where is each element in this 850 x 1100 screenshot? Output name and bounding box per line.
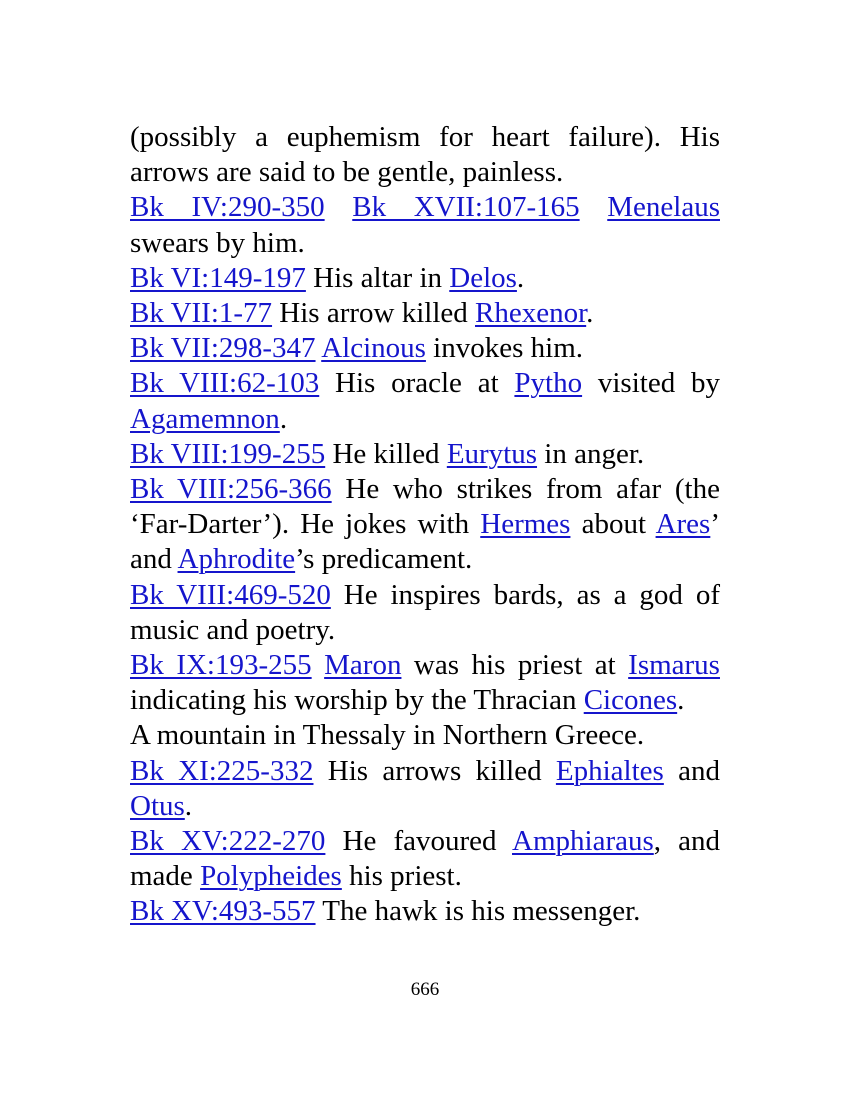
cross-reference-link[interactable]: Delos xyxy=(449,261,517,294)
entry-paragraph xyxy=(130,366,720,436)
entry-paragraph xyxy=(130,190,720,260)
cross-reference-link[interactable]: Bk IV:290-350 xyxy=(130,191,325,224)
cross-reference-link[interactable]: Amphiaraus xyxy=(512,825,654,858)
entry-text xyxy=(325,191,353,223)
entry-text: . xyxy=(279,402,288,435)
entry-text: He killed xyxy=(325,437,447,470)
entry-text: , and made xyxy=(130,825,720,893)
cross-reference-link[interactable]: Ephialtes xyxy=(555,754,664,787)
cross-reference-link[interactable]: Menelaus xyxy=(607,191,720,224)
entry-paragraph xyxy=(130,437,720,472)
entry-text: about xyxy=(570,508,656,541)
cross-reference-link[interactable]: Rhexenor xyxy=(475,297,587,330)
entry-text: was his priest at xyxy=(401,649,629,682)
cross-reference-link[interactable]: Alcinous xyxy=(321,332,426,365)
entry-paragraph xyxy=(130,754,720,824)
entry-text: and xyxy=(663,754,720,787)
cross-reference-link[interactable]: Bk VII:1-77 xyxy=(130,297,273,330)
cross-reference-link[interactable]: Bk VIII:469-520 xyxy=(130,578,331,611)
document-body xyxy=(130,120,720,930)
entry-text: His oracle at xyxy=(319,367,515,400)
cross-reference-link[interactable]: Bk VIII:199-255 xyxy=(130,437,326,470)
entry-text: He inspires bards, as a god of music and poetry. xyxy=(130,578,720,646)
cross-reference-link[interactable]: Ares xyxy=(655,508,711,541)
entry-text: His arrows killed xyxy=(313,754,556,787)
entry-paragraph xyxy=(130,472,720,578)
entry-paragraph xyxy=(130,261,720,296)
entry-paragraph xyxy=(130,578,720,648)
entry-text: . xyxy=(677,684,685,717)
entry-text: His arrow killed xyxy=(272,297,476,330)
cross-reference-link[interactable]: Ismarus xyxy=(628,649,720,682)
cross-reference-link[interactable]: Otus xyxy=(130,789,185,822)
entry-text: in anger. xyxy=(537,437,645,470)
cross-reference-link[interactable]: Bk XI:225-332 xyxy=(130,754,314,787)
entry-paragraph xyxy=(130,296,720,331)
entry-text xyxy=(580,191,608,223)
entry-text: visited by xyxy=(582,367,720,400)
cross-reference-link[interactable]: Bk VIII:62-103 xyxy=(130,367,320,400)
entry-text: invokes him. xyxy=(425,332,584,365)
entry-text: His altar in xyxy=(305,261,450,294)
entry-text: his priest. xyxy=(341,860,462,893)
entry-text: swears by him. xyxy=(130,226,305,259)
entry-text: . xyxy=(184,789,193,822)
entry-paragraph xyxy=(130,718,720,753)
cross-reference-link[interactable]: Bk XV:493-557 xyxy=(130,895,316,928)
cross-reference-link[interactable]: Bk IX:193-255 xyxy=(130,649,312,682)
entry-paragraph xyxy=(130,824,720,894)
cross-reference-link[interactable]: Agamemnon xyxy=(130,402,280,435)
entry-paragraph xyxy=(130,894,720,929)
entry-text: . xyxy=(516,261,525,294)
entry-text: He favoured xyxy=(325,825,513,858)
entry-text: ’s predicament. xyxy=(295,543,473,576)
entry-text: ’ and xyxy=(130,508,720,576)
entry-text: A mountain in Thessaly in Northern Greece. xyxy=(130,719,645,752)
entry-text: . xyxy=(586,297,594,330)
entry-paragraph xyxy=(130,120,720,190)
cross-reference-link[interactable]: Polypheides xyxy=(200,860,342,893)
cross-reference-link[interactable]: Bk VII:298-347 xyxy=(130,332,316,365)
cross-reference-link[interactable]: Bk XVII:107-165 xyxy=(352,191,580,224)
entry-text: (possibly a euphemism for heart failure). His arrows are said to be gentle, painless. xyxy=(130,121,720,189)
cross-reference-link[interactable]: Aphrodite xyxy=(177,543,296,576)
entry-text: He who strikes from afar (the ‘Far-Darter’). He jokes with xyxy=(130,473,720,541)
cross-reference-link[interactable]: Maron xyxy=(324,649,402,682)
entry-text: The hawk is his messenger. xyxy=(315,895,641,928)
cross-reference-link[interactable]: Bk VI:149-197 xyxy=(130,261,306,294)
cross-reference-link[interactable]: Eurytus xyxy=(446,437,538,470)
cross-reference-link[interactable]: Bk XV:222-270 xyxy=(130,825,326,858)
entry-paragraph xyxy=(130,648,720,718)
cross-reference-link[interactable]: Pytho xyxy=(514,367,583,400)
entry-paragraph xyxy=(130,331,720,366)
page-number: 666 xyxy=(410,979,440,1000)
cross-reference-link[interactable]: Bk VIII:256-366 xyxy=(130,473,332,506)
cross-reference-link[interactable]: Hermes xyxy=(480,508,571,541)
entry-text xyxy=(312,649,324,681)
entry-text: indicating his worship by the Thracian xyxy=(130,684,584,717)
cross-reference-link[interactable]: Cicones xyxy=(583,684,678,717)
